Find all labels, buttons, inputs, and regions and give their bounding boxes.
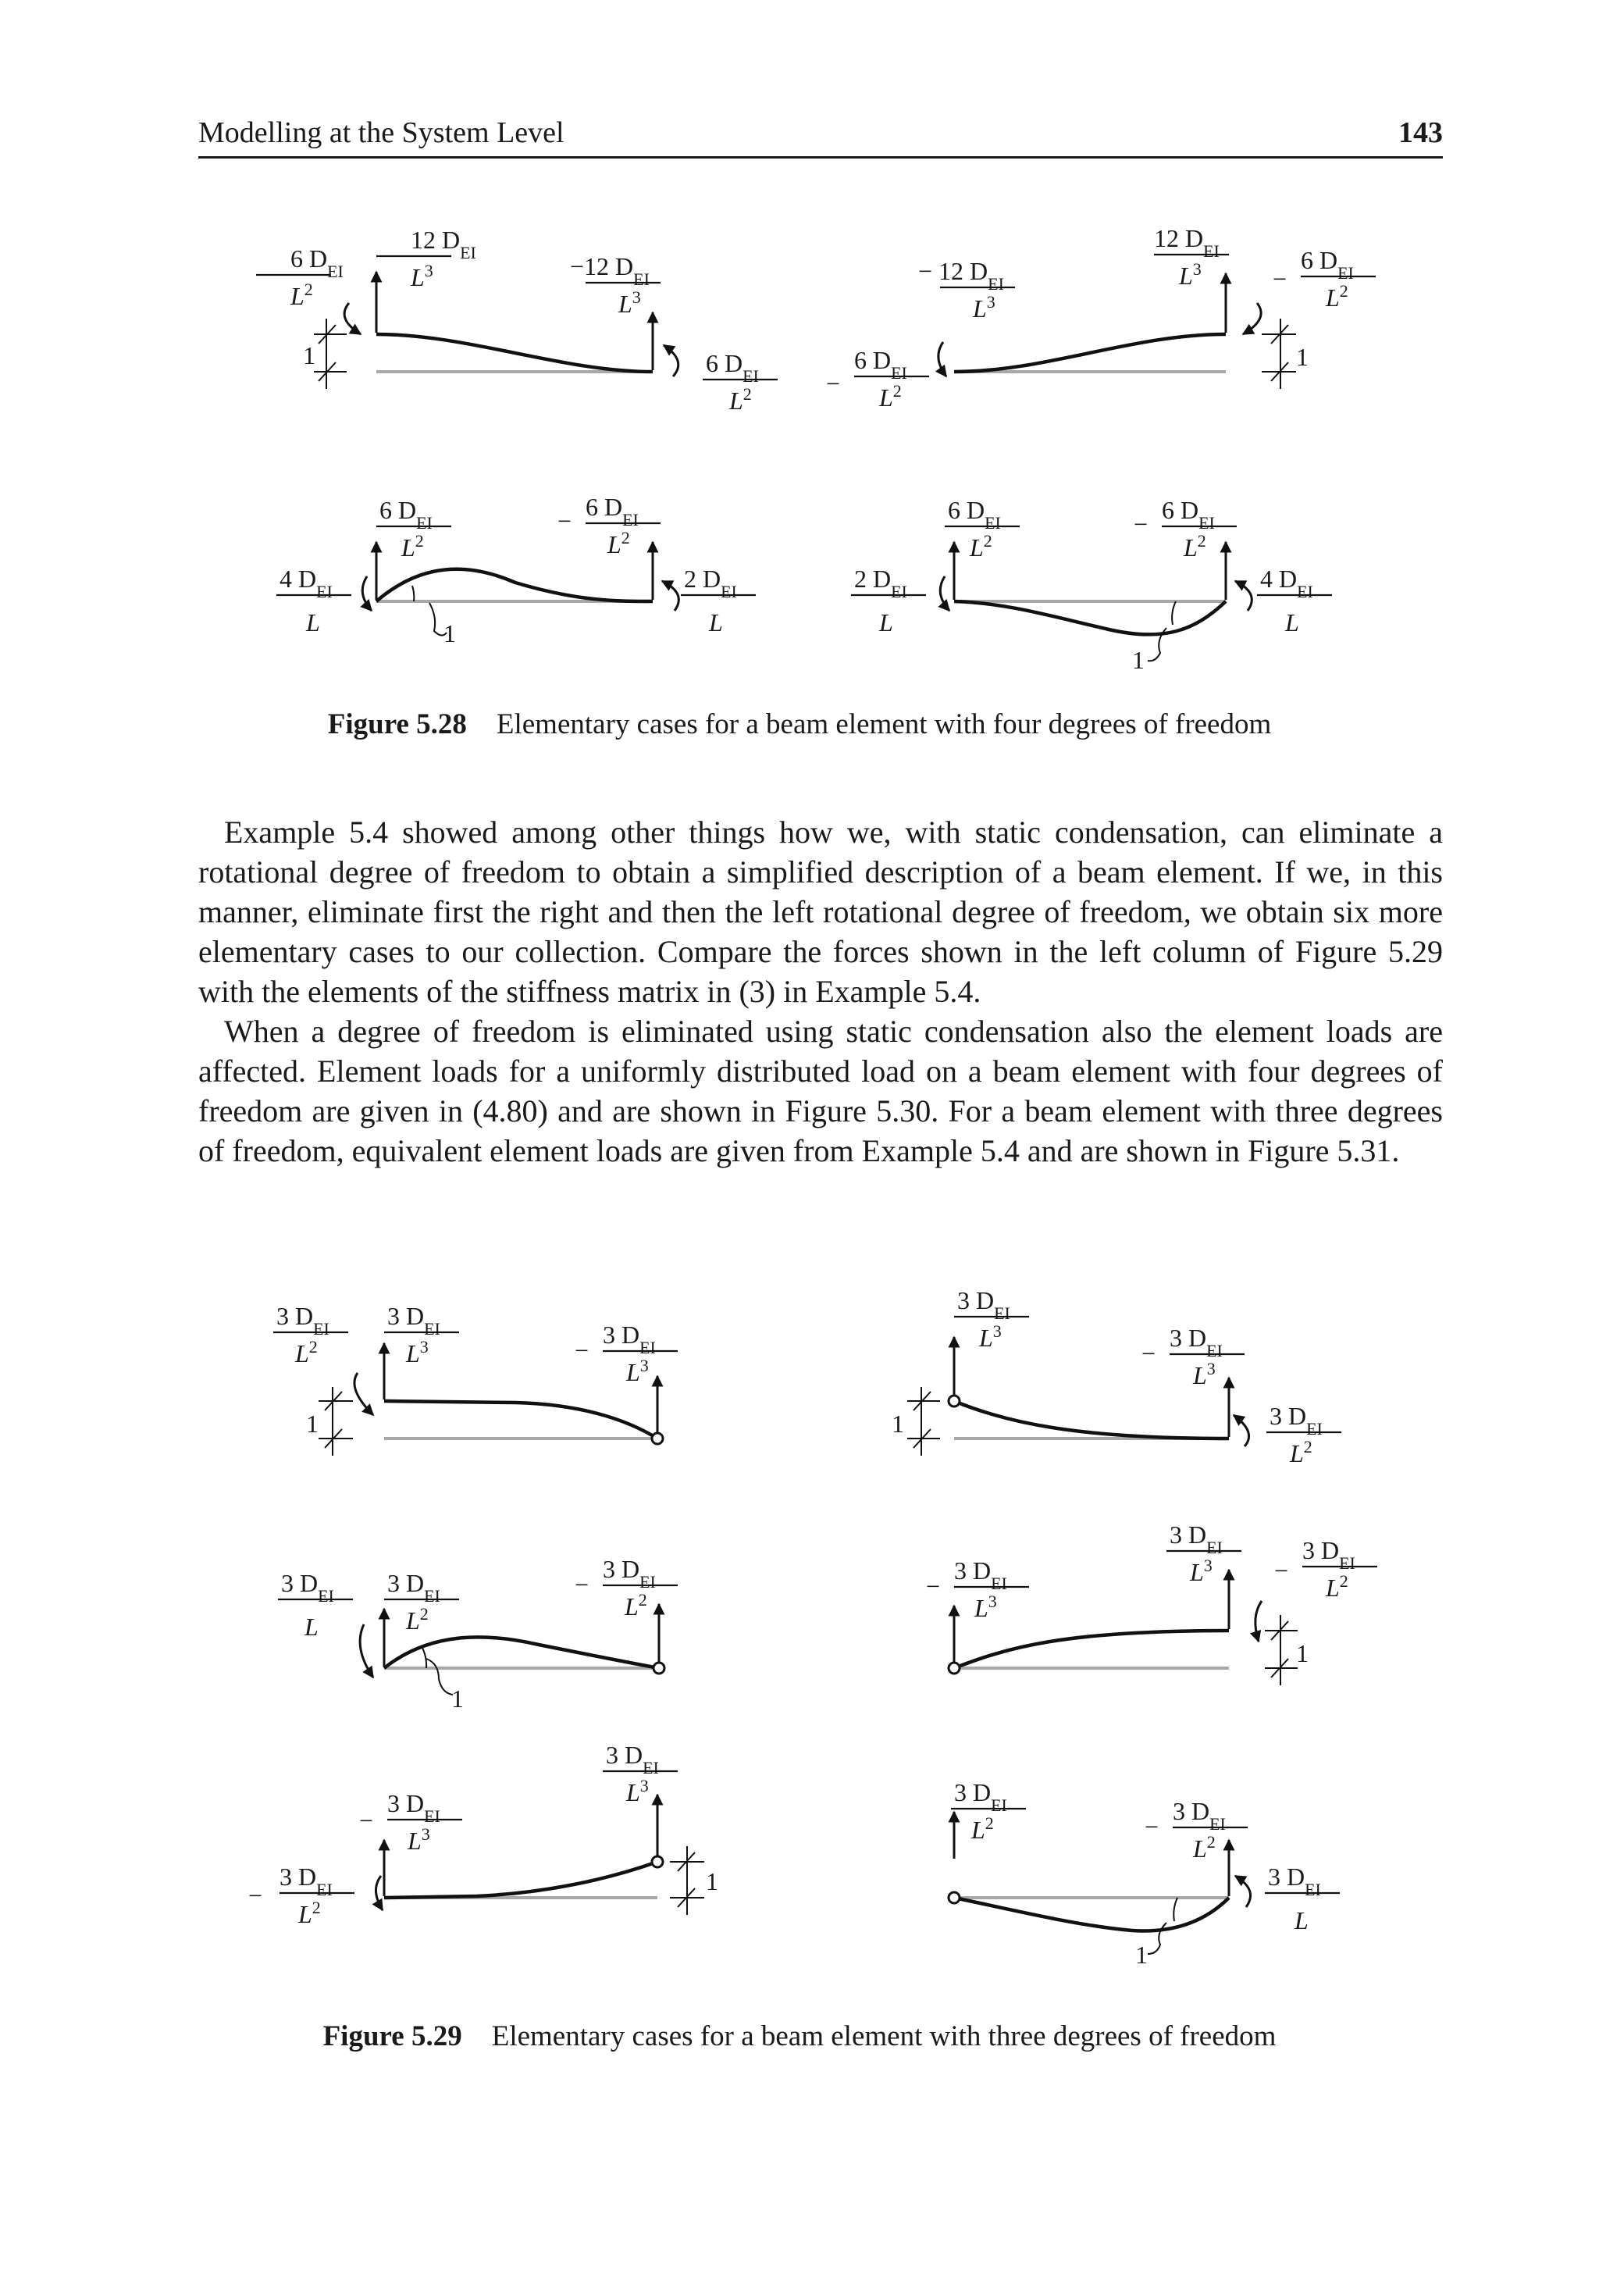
- force-label: [826, 346, 929, 412]
- figure-caption: [0, 708, 1599, 741]
- rotation-leader: [1148, 1923, 1166, 1954]
- svg-text:3 DEI: 3 $D_{EI}$: [1302, 1536, 1355, 1573]
- force-label: [951, 1778, 1026, 1844]
- svg-text:3 DEI: 3 $D_{EI}$: [603, 1321, 656, 1357]
- svg-text:L2: $L^2$: [1184, 530, 1206, 562]
- unit-value: 1: [1132, 646, 1145, 674]
- unit-displacement-marker: [306, 1387, 353, 1456]
- svg-text:3 DEI: 3 $D_{EI}$: [1173, 1797, 1226, 1834]
- svg-text:L2: $L^2$: [401, 530, 424, 562]
- force-label: [926, 1556, 1029, 1622]
- moment-arrow: [662, 581, 678, 611]
- svg-text:L3: $L^3$: [973, 291, 995, 323]
- svg-text:L: L: [879, 608, 893, 636]
- svg-text:−: −: [248, 1881, 263, 1909]
- svg-text:3 DEI: 3 $D_{EI}$: [387, 1569, 440, 1606]
- svg-text:L2: $L^2$: [971, 1813, 994, 1844]
- force-label: [681, 565, 756, 636]
- svg-text:−: −: [575, 1336, 589, 1364]
- force-label: [570, 252, 661, 318]
- deflected-beam: [954, 601, 1226, 635]
- svg-text:6 DEI: 6 $D_{EI}$: [1301, 246, 1354, 283]
- deflected-beam: [954, 1898, 1229, 1931]
- beam-case-4dof-1: [256, 226, 778, 415]
- force-label: [256, 244, 344, 310]
- beam-case-3dof-6: [949, 1778, 1340, 1969]
- svg-text:L2: $L^2$: [1326, 280, 1348, 312]
- svg-text:6 DEI: 6 $D_{EI}$: [948, 496, 1001, 533]
- svg-text:2 DEI: 2 $D_{EI}$: [854, 565, 907, 601]
- moment-arrow: [1234, 1415, 1249, 1446]
- svg-text:3 DEI: 3 $D_{EI}$: [954, 1556, 1007, 1593]
- unit-value: 1: [1296, 1639, 1309, 1667]
- moment-arrow: [1243, 303, 1261, 334]
- running-title: Modelling at the System Level: [198, 116, 564, 149]
- svg-text:−: −: [1145, 1813, 1159, 1841]
- force-label: [1154, 224, 1229, 290]
- svg-text:−12 DEI: −12 $D_{EI}$: [570, 252, 650, 289]
- unit-displacement-marker: [303, 319, 347, 389]
- svg-text:L2: $L^2$: [879, 380, 902, 412]
- deflected-beam: [376, 569, 653, 601]
- svg-text:L2: $L^2$: [1326, 1570, 1348, 1602]
- moment-arrow: [940, 576, 949, 611]
- force-label: [703, 349, 778, 415]
- force-label: [248, 1863, 354, 1928]
- unit-displacement-marker: [670, 1846, 718, 1915]
- figure-label: Figure 5.28: [327, 708, 467, 740]
- unit-value: 1: [1135, 1941, 1148, 1969]
- deflected-beam: [384, 1401, 657, 1439]
- moment-arrow: [1235, 1876, 1251, 1907]
- rotation-angle-arc: [422, 1646, 426, 1668]
- svg-text:L: L: [1295, 1906, 1309, 1934]
- unit-value: 1: [1296, 343, 1309, 371]
- hinge-node: [949, 1663, 960, 1674]
- svg-text:L2: $L^2$: [607, 527, 630, 558]
- svg-text:6 DEI: 6 $D_{EI}$: [290, 244, 344, 281]
- svg-text:6 DEI: 6 $D_{EI}$: [854, 346, 907, 383]
- svg-text:−: −: [575, 1570, 589, 1599]
- force-label: [1134, 496, 1237, 562]
- deflected-beam: [954, 1631, 1229, 1668]
- force-label: [945, 496, 1020, 562]
- svg-text:L3: $L^3$: [974, 1591, 997, 1622]
- force-label: [1166, 1521, 1241, 1586]
- force-label: [557, 493, 661, 558]
- force-label: [276, 565, 351, 636]
- svg-text:L: L: [709, 608, 723, 636]
- deflected-beam: [384, 1862, 657, 1898]
- beam-case-3dof-4: [926, 1521, 1377, 1685]
- beam-case-3dof-5: [248, 1741, 718, 1928]
- deflected-beam: [954, 1401, 1229, 1439]
- force-label: [603, 1741, 678, 1806]
- figure-5-28: [0, 0, 1599, 687]
- svg-text:L3: $L^3$: [1193, 1358, 1216, 1389]
- svg-text:−: −: [1274, 1556, 1289, 1585]
- svg-text:3 DEI: 3 $D_{EI}$: [1270, 1402, 1323, 1439]
- svg-text:3 DEI: 3 $D_{EI}$: [1268, 1863, 1321, 1899]
- figure-caption-text: Elementary cases for a beam element with four degrees of freedom: [496, 708, 1272, 740]
- svg-text:L3: $L^3$: [406, 1336, 429, 1367]
- rotation-leader: [426, 1659, 453, 1695]
- rotation-angle-arc: [1172, 601, 1176, 625]
- paragraph: When a degree of freedom is eliminated using static condensation also the element loads are affected. Element loads for a uniformly distributed load on a beam element with four degrees of freedom are given in (4.80) and are shown in Figure 5.30. For a beam element with three degrees of freedom, equivalent element loads are given from Example 5.4 and are shown in Figure 5.31.: [198, 1014, 1443, 1168]
- force-label: [1273, 246, 1376, 312]
- force-label: [376, 226, 476, 291]
- page-number: 143: [1398, 116, 1443, 149]
- svg-text:12 DEI: 12 $D_{EI}$: [1154, 224, 1220, 261]
- svg-text:L3: $L^3$: [1190, 1555, 1213, 1586]
- moment-arrow: [1255, 1601, 1262, 1642]
- svg-text:3 DEI: 3 $D_{EI}$: [954, 1778, 1007, 1815]
- unit-value: 1: [306, 1410, 319, 1438]
- figure-caption: [0, 2020, 1599, 2053]
- force-label: [1145, 1797, 1248, 1863]
- svg-text:4 DEI: 4 $D_{EI}$: [280, 565, 333, 601]
- force-label: [384, 1569, 459, 1635]
- svg-text:6 DEI: 6 $D_{EI}$: [586, 493, 639, 529]
- svg-text:3 DEI: 3 $D_{EI}$: [603, 1555, 656, 1592]
- svg-text:3 DEI: 3 $D_{EI}$: [281, 1569, 334, 1606]
- svg-text:−: −: [926, 1572, 941, 1600]
- svg-text:L: L: [306, 608, 320, 636]
- svg-text:6 DEI: 6 $D_{EI}$: [379, 496, 433, 533]
- hinge-node: [949, 1396, 960, 1406]
- svg-text:L: L: [1285, 608, 1299, 636]
- svg-text:3 DEI: 3 $D_{EI}$: [280, 1863, 333, 1899]
- svg-text:3 DEI: 3 $D_{EI}$: [1170, 1324, 1223, 1360]
- unit-value: 1: [443, 619, 456, 647]
- unit-value: 1: [303, 341, 315, 369]
- moment-arrow: [360, 1624, 373, 1677]
- force-label: [1257, 565, 1332, 636]
- svg-text:L2: $L^2$: [1290, 1436, 1312, 1467]
- svg-text:2 DEI: 2 $D_{EI}$: [684, 565, 737, 601]
- force-label: [851, 565, 926, 636]
- unit-value: 1: [892, 1410, 904, 1438]
- beam-case-4dof-3: [276, 493, 756, 647]
- figure-caption-text: Elementary cases for a beam element with three degrees of freedom: [491, 2020, 1277, 2052]
- deflected-beam: [376, 334, 653, 372]
- hinge-node: [949, 1892, 960, 1903]
- moment-arrow: [664, 345, 678, 376]
- svg-text:L2: $L^2$: [406, 1603, 429, 1635]
- svg-text:−: −: [826, 369, 841, 398]
- svg-text:−: −: [1141, 1339, 1156, 1367]
- rotation-angle-arc: [1173, 1898, 1177, 1921]
- svg-text:L2: $L^2$: [1193, 1831, 1216, 1863]
- svg-text:−: −: [359, 1806, 374, 1834]
- moment-arrow: [362, 576, 372, 611]
- svg-text:3 DEI: 3 $D_{EI}$: [387, 1302, 440, 1339]
- force-label: [954, 1286, 1029, 1352]
- moment-arrow: [938, 342, 946, 376]
- beam-case-3dof-2: [892, 1286, 1341, 1467]
- svg-text:L3: $L^3$: [408, 1824, 430, 1855]
- svg-text:−12 DEI: − 12 $D_{EI}$: [918, 257, 1004, 294]
- hinge-node: [653, 1663, 664, 1674]
- svg-text:L3: $L^3$: [979, 1321, 1002, 1352]
- paragraph: Example 5.4 showed among other things how we, with static condensation, can eliminate a rotational degree of freedom to obtain a simplified description of a beam element. If we, in this manner, eliminate first the right and then the left rotational degree of freedom, we obtain six more elementary cases to our collection. Compare the forces shown in the left column of Figure 5.29 with the elements of the stiffness matrix in (3) in Example 5.4.: [198, 815, 1443, 1009]
- beam-case-3dof-1: [273, 1302, 678, 1456]
- svg-text:3 DEI: 3 $D_{EI}$: [1170, 1521, 1223, 1557]
- body-text: [198, 812, 1443, 1171]
- rotation-angle-arc: [412, 586, 414, 601]
- unit-displacement-marker: [1262, 319, 1309, 389]
- moment-arrow: [344, 303, 361, 334]
- svg-text:−: −: [557, 507, 572, 535]
- svg-text:6 DEI: 6 $D_{EI}$: [706, 349, 759, 386]
- svg-text:L2: $L^2$: [298, 1897, 321, 1928]
- moment-arrow: [354, 1373, 373, 1415]
- deflected-beam: [954, 334, 1226, 372]
- unit-value: 1: [706, 1867, 718, 1895]
- figure-label: Figure 5.29: [322, 2020, 462, 2052]
- force-label: [1265, 1863, 1340, 1934]
- svg-text:L2: $L^2$: [970, 530, 992, 562]
- svg-text:L3: $L^3$: [626, 1775, 649, 1806]
- svg-text:4 DEI: 4 $D_{EI}$: [1260, 565, 1313, 601]
- svg-text:3 DEI: 3 $D_{EI}$: [276, 1302, 329, 1339]
- svg-text:L3: $L^3$: [411, 260, 433, 291]
- force-label: [376, 496, 451, 562]
- force-label: [384, 1302, 459, 1367]
- unit-displacement-marker: [892, 1387, 940, 1456]
- figure-5-29: [0, 1250, 1599, 2015]
- force-label: [273, 1302, 348, 1367]
- svg-text:3 DEI: 3 $D_{EI}$: [606, 1741, 659, 1777]
- svg-text:L3: $L^3$: [1179, 258, 1202, 290]
- svg-text:L3: $L^3$: [626, 1355, 649, 1386]
- svg-text:3 DEI: 3 $D_{EI}$: [387, 1789, 440, 1826]
- beam-case-4dof-4: [851, 496, 1332, 674]
- force-label: [359, 1789, 462, 1855]
- svg-text:6 DEI: 6 $D_{EI}$: [1162, 496, 1215, 533]
- svg-text:3 DEI: 3 $D_{EI}$: [957, 1286, 1010, 1323]
- unit-displacement-marker: [1265, 1615, 1309, 1685]
- force-label: [575, 1555, 678, 1620]
- svg-text:−: −: [1273, 265, 1287, 293]
- force-label: [918, 257, 1015, 323]
- svg-text:12 DEI: 12 $D_{EI}$: [411, 226, 476, 262]
- svg-text:L3: $L^3$: [618, 287, 641, 318]
- hinge-node: [652, 1433, 663, 1444]
- force-label: [1266, 1402, 1341, 1467]
- moment-arrow: [376, 1876, 383, 1910]
- moment-arrow: [1235, 581, 1252, 611]
- force-label: [575, 1321, 678, 1386]
- force-label: [1274, 1536, 1377, 1602]
- svg-text:−: −: [1134, 510, 1149, 538]
- svg-text:L2: $L^2$: [625, 1589, 647, 1620]
- beam-case-3dof-3: [278, 1555, 678, 1713]
- svg-text:L2: $L^2$: [729, 383, 752, 415]
- deflected-beam: [384, 1637, 659, 1668]
- svg-text:L2: $L^2$: [295, 1336, 318, 1367]
- beam-case-4dof-2: [826, 224, 1376, 412]
- svg-text:L: L: [304, 1613, 319, 1641]
- unit-value: 1: [451, 1685, 464, 1713]
- force-label: [278, 1569, 353, 1641]
- svg-text:L2: $L^2$: [290, 279, 313, 310]
- hinge-node: [652, 1856, 663, 1867]
